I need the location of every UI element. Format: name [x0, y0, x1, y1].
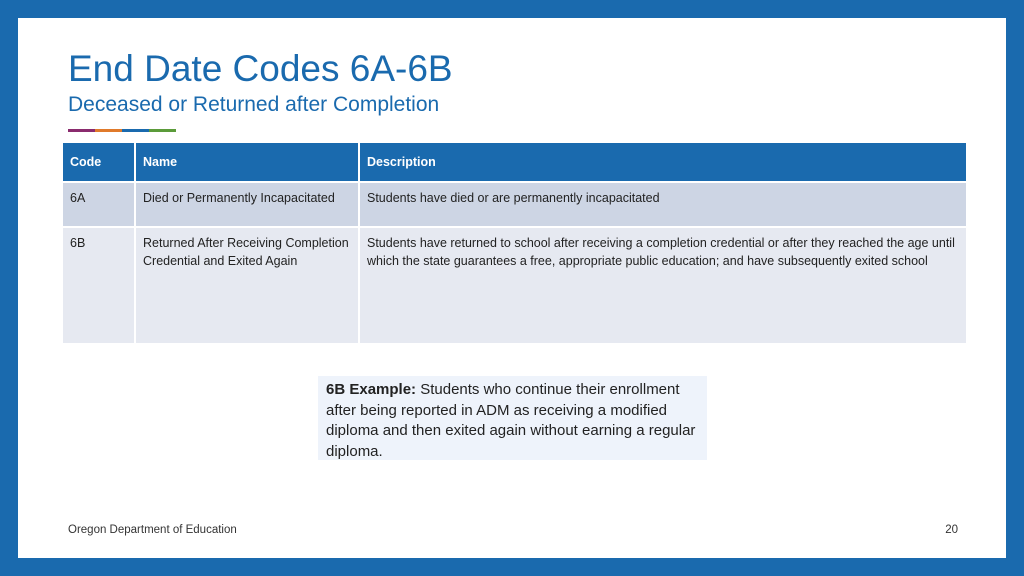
header-description: Description [359, 142, 967, 182]
example-callout [318, 376, 707, 460]
accent-segment-1 [68, 129, 95, 132]
page-number: 20 [945, 524, 958, 536]
slide-subtitle: Deceased or Returned after Completion [68, 93, 440, 116]
example-label: 6B Example: [326, 381, 417, 398]
header-name: Name [135, 142, 359, 182]
slide-title: End Date Codes 6A-6B [68, 48, 453, 89]
cell-description: Students have returned to school after receiving a completion credential or after they reached the age until which the state guarantees a free, appropriate public education; and have subsequently exited school [359, 227, 967, 344]
accent-segment-3 [122, 129, 149, 132]
accent-segment-4 [149, 129, 176, 132]
table-row [62, 227, 967, 344]
cell-name: Died or Permanently Incapacitated [135, 182, 359, 227]
slide [18, 18, 1006, 558]
end-date-codes-table [61, 141, 968, 345]
example-text: Students who continue their enrollment after being reported in ADM as receiving a modified diploma and then exited again without earning a regular diploma. [326, 381, 696, 460]
table-header-row [62, 142, 967, 182]
cell-description: Students have died or are permanently incapacitated [359, 182, 967, 227]
accent-bar [68, 129, 176, 132]
cell-name: Returned After Receiving Completion Credential and Exited Again [135, 227, 359, 344]
header-code: Code [62, 142, 135, 182]
footer-org: Oregon Department of Education [68, 524, 237, 536]
table-row [62, 182, 967, 227]
cell-code: 6A [62, 182, 135, 227]
accent-segment-2 [95, 129, 122, 132]
cell-code: 6B [62, 227, 135, 344]
